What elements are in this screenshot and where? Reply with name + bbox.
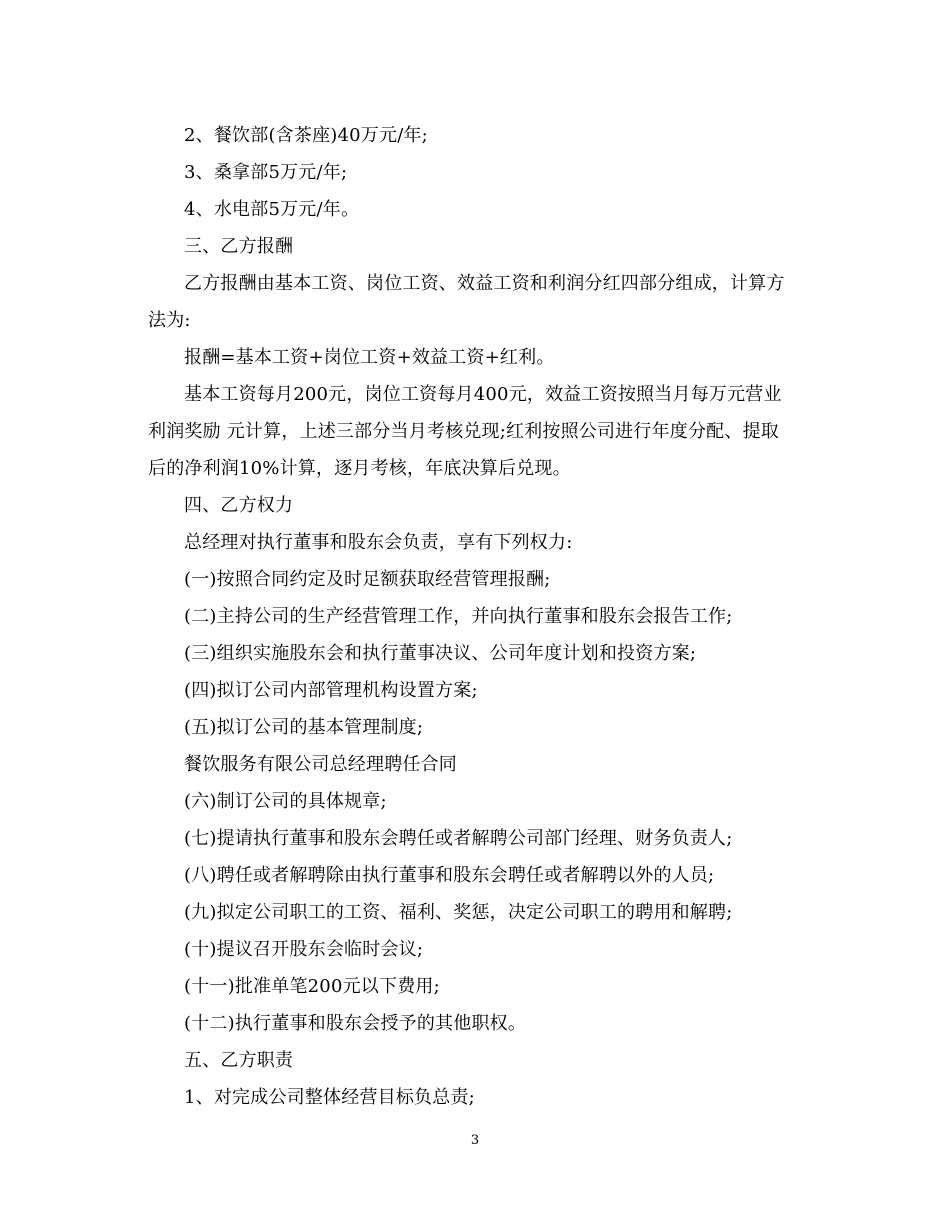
text-line: (三)组织实施股东会和执行董事决议、公司年度计划和投资方案; bbox=[184, 643, 697, 664]
text-line: (八)聘任或者解聘除由执行董事和股东会聘任或者解聘以外的人员; bbox=[184, 865, 715, 886]
text-line: 4、水电部5万元/年。 bbox=[184, 199, 360, 220]
text-line: (十)提议召开股东会临时会议; bbox=[184, 939, 424, 960]
text-line: 三、乙方报酬 bbox=[184, 236, 294, 257]
text-line: 乙方报酬由基本工资、岗位工资、效益工资和利润分红四部分组成，计算方 bbox=[184, 273, 785, 294]
text-line: 1、对完成公司整体经营目标负总责; bbox=[184, 1087, 475, 1108]
text-line: 3、桑拿部5万元/年; bbox=[184, 162, 348, 183]
text-line: 2、餐饮部(含茶座)40万元/年; bbox=[184, 125, 428, 146]
text-line: 基本工资每月200元，岗位工资每月400元，效益工资按照当月每万元营业 bbox=[184, 384, 782, 405]
text-line: 四、乙方权力 bbox=[184, 495, 294, 516]
text-line: (二)主持公司的生产经营管理工作，并向执行董事和股东会报告工作; bbox=[184, 606, 733, 627]
text-line: (十一)批准单笔200元以下费用; bbox=[184, 976, 440, 997]
text-line: (十二)执行董事和股东会授予的其他职权。 bbox=[184, 1013, 527, 1034]
text-line: 餐饮服务有限公司总经理聘任合同 bbox=[184, 754, 457, 775]
text-line: (一)按照合同约定及时足额获取经营管理报酬; bbox=[184, 569, 551, 590]
text-line: 利润奖励 元计算，上述三部分当月考核兑现;红利按照公司进行年度分配、提取 bbox=[148, 421, 779, 442]
text-line: (六)制订公司的具体规章; bbox=[184, 791, 387, 812]
text-line: 法为: bbox=[148, 310, 191, 331]
text-line: 后的净利润10%计算，逐月考核，年底决算后兑现。 bbox=[148, 458, 571, 479]
text-line: 总经理对执行董事和股东会负责，享有下列权力: bbox=[184, 532, 573, 553]
page-number: 3 bbox=[470, 1133, 480, 1148]
text-line: 五、乙方职责 bbox=[184, 1050, 294, 1071]
text-line: (九)拟定公司职工的工资、福利、奖惩，决定公司职工的聘用和解聘; bbox=[184, 902, 733, 923]
text-line: (五)拟订公司的基本管理制度; bbox=[184, 717, 424, 738]
text-line: (四)拟订公司内部管理机构设置方案; bbox=[184, 680, 478, 701]
text-line: 报酬=基本工资+岗位工资+效益工资+红利。 bbox=[184, 347, 555, 368]
document-body bbox=[148, 117, 818, 1116]
text-line: (七)提请执行董事和股东会聘任或者解聘公司部门经理、财务负责人; bbox=[184, 828, 733, 849]
